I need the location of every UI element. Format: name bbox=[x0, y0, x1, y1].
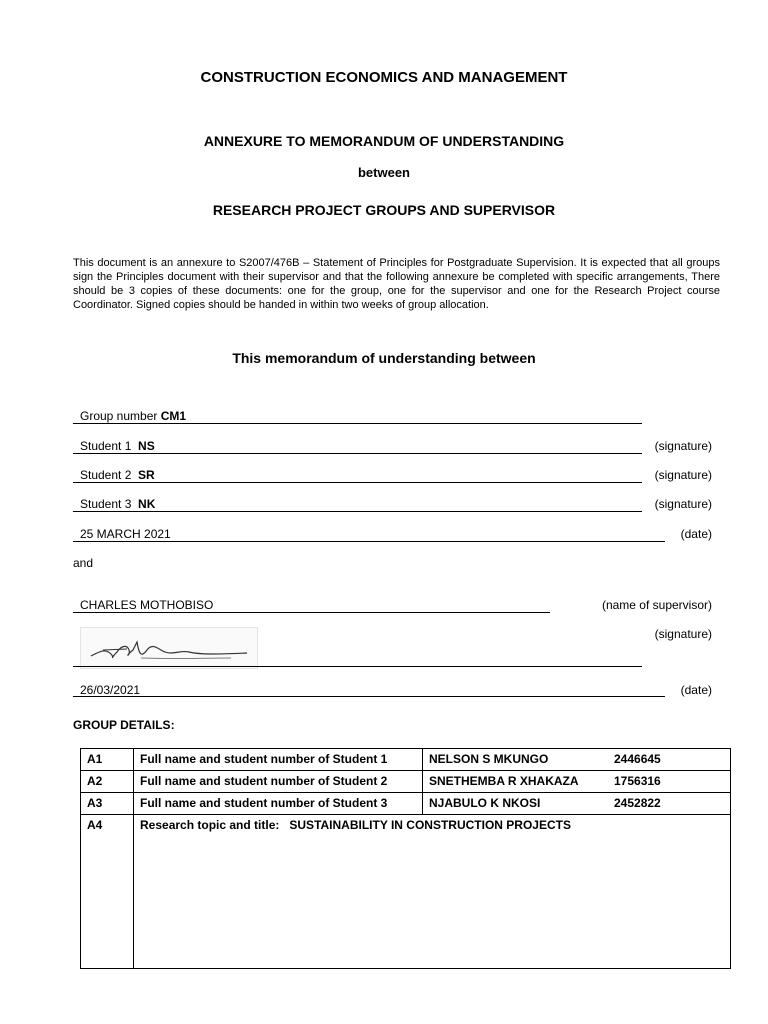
date-1-value[interactable]: 25 MARCH 2021 bbox=[80, 527, 171, 541]
student-2-line bbox=[73, 482, 642, 483]
annexure-title: ANNEXURE TO MEMORANDUM OF UNDERSTANDING bbox=[203, 133, 565, 149]
date-2-line bbox=[73, 696, 665, 697]
and-label: and bbox=[73, 556, 94, 570]
research-topic-cell[interactable] bbox=[134, 815, 731, 969]
student-2-label: Student 2 bbox=[80, 468, 132, 482]
group-details-heading: GROUP DETAILS: bbox=[73, 718, 175, 732]
row-code: A2 bbox=[81, 771, 134, 793]
student-2-value: SR bbox=[138, 468, 155, 482]
group-number-line bbox=[73, 423, 642, 424]
between-label: between bbox=[357, 165, 410, 180]
supervisor-signature-image bbox=[80, 627, 258, 669]
student-1-line bbox=[73, 453, 642, 454]
student-1-label: Student 1 bbox=[80, 439, 132, 453]
row-code: A4 bbox=[81, 815, 134, 969]
group-number-value: CM1 bbox=[160, 409, 187, 423]
topic-label: Research topic and title: bbox=[140, 818, 280, 832]
student-name: NJABULO K NKOSI bbox=[429, 796, 541, 810]
parties-title: RESEARCH PROJECT GROUPS AND SUPERVISOR bbox=[212, 202, 556, 218]
date-1-line bbox=[73, 541, 665, 542]
department-title: CONSTRUCTION ECONOMICS AND MANAGEMENT bbox=[200, 69, 568, 86]
student-1-value: NS bbox=[138, 439, 155, 453]
row-label: Full name and student number of Student 3 bbox=[134, 793, 423, 815]
student-1-field[interactable] bbox=[80, 439, 155, 453]
date-1-label: (date) bbox=[680, 527, 712, 541]
table-row bbox=[81, 749, 731, 771]
student-3-label: Student 3 bbox=[80, 497, 132, 511]
student-3-signature-label: (signature) bbox=[654, 497, 712, 511]
table-row bbox=[81, 815, 731, 969]
supervisor-name-label: (name of supervisor) bbox=[601, 598, 712, 612]
row-label: Full name and student number of Student 2 bbox=[134, 771, 423, 793]
group-number-label: Group number bbox=[80, 409, 158, 423]
student-3-line bbox=[73, 511, 642, 512]
student-number: 1756316 bbox=[614, 774, 661, 788]
date-2-label: (date) bbox=[680, 683, 712, 697]
date-2-value[interactable]: 26/03/2021 bbox=[80, 683, 141, 697]
supervisor-name-line bbox=[73, 612, 550, 613]
student-3-field[interactable] bbox=[80, 497, 155, 511]
supervisor-name-value[interactable]: CHARLES MOTHOBISO bbox=[80, 598, 214, 612]
student-3-value: NK bbox=[138, 497, 156, 511]
student-1-signature-label: (signature) bbox=[654, 439, 712, 453]
row-value[interactable] bbox=[423, 793, 731, 815]
supervisor-signature-label: (signature) bbox=[654, 627, 712, 641]
row-value[interactable] bbox=[423, 771, 731, 793]
student-2-signature-label: (signature) bbox=[654, 468, 712, 482]
memo-heading: This memorandum of understanding between bbox=[232, 350, 536, 366]
student-2-field[interactable] bbox=[80, 468, 155, 482]
row-code: A3 bbox=[81, 793, 134, 815]
row-label: Full name and student number of Student 1 bbox=[134, 749, 423, 771]
intro-paragraph: This document is an annexure to S2007/476B – Statement of Principles for Postgraduate Supervision. It is expected that all groups sign the Principles document with their supervisor and that the following annexure be completed with specific arrangements, There should be 3 copies of these documents: one for the group, one for the supervisor and one for the Research Project course Coordinator. Signed copies should be handed in within two weeks of group allocation. bbox=[73, 257, 720, 311]
group-details-table bbox=[80, 748, 731, 969]
table-row bbox=[81, 771, 731, 793]
student-number: 2452822 bbox=[614, 796, 661, 810]
group-number-field[interactable] bbox=[80, 409, 186, 423]
table-row bbox=[81, 793, 731, 815]
student-name: NELSON S MKUNGO bbox=[429, 752, 549, 766]
row-value[interactable] bbox=[423, 749, 731, 771]
topic-value: SUSTAINABILITY IN CONSTRUCTION PROJECTS bbox=[289, 818, 571, 832]
row-code: A1 bbox=[81, 749, 134, 771]
supervisor-signature-line bbox=[73, 666, 642, 667]
student-name: SNETHEMBA R XHAKAZA bbox=[429, 774, 579, 788]
student-number: 2446645 bbox=[614, 752, 661, 766]
